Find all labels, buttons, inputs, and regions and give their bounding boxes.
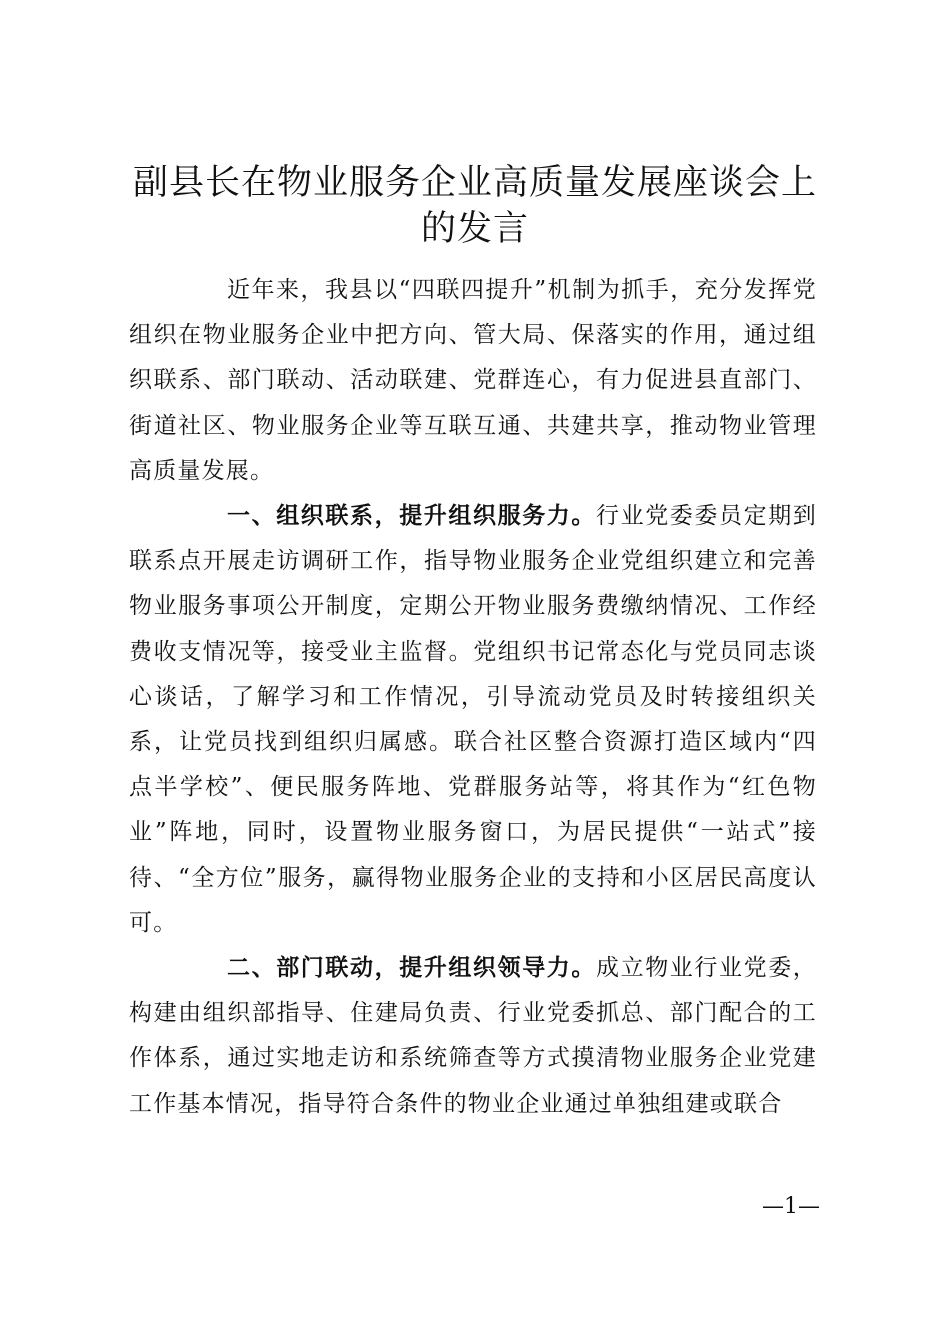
document-body (129, 268, 817, 1127)
paragraph-text: 成立物业行业党委，构建由组织部指导、住建局负责、行业党委抓总、部门配合的工作体系，通过实地走访和系统筛查等方式摸清物业服务企业党建工作基本情况，指导符合条件的物业企业通过单独组建或联合 (129, 955, 817, 1117)
section-heading: 一、组织联系，提升组织服务力。 (227, 503, 596, 530)
section-heading: 二、部门联动，提升组织领导力。 (227, 955, 596, 982)
document-title: 副县长在物业服务企业高质量发展座谈会上的发言 (132, 163, 817, 249)
paragraph-section-1 (129, 494, 817, 946)
paragraph-text: 近年来，我县以“四联四提升”机制为抓手，充分发挥党组织在物业服务企业中把方向、管大局、保落实的作用，通过组织联系、部门联动、活动联建、党群连心，有力促进县直部门、街道社区、物业服务企业等互联互通、共建共享，推动物业管理高质量发展。 (129, 277, 817, 484)
paragraph-section-2 (129, 946, 817, 1127)
paragraph-intro (129, 268, 817, 494)
page-number: —1— (762, 1194, 820, 1219)
paragraph-text: 行业党委委员定期到联系点开展走访调研工作，指导物业服务企业党组织建立和完善物业服务事项公开制度，定期公开物业服务费缴纳情况、工作经费收支情况等，接受业主监督。党组织书记常态化与党员同志谈心谈话，了解学习和工作情况，引导流动党员及时转接组织关系，让党员找到组织归属感。联合社区整合资源打造区域内“四点半学校”、便民服务阵地、党群服务站等，将其作为“红色物业”阵地，同时，设置物业服务窗口，为居民提供“一站式”接待、“全方位”服务，赢得物业服务企业的支持和小区居民高度认可。 (129, 503, 817, 936)
